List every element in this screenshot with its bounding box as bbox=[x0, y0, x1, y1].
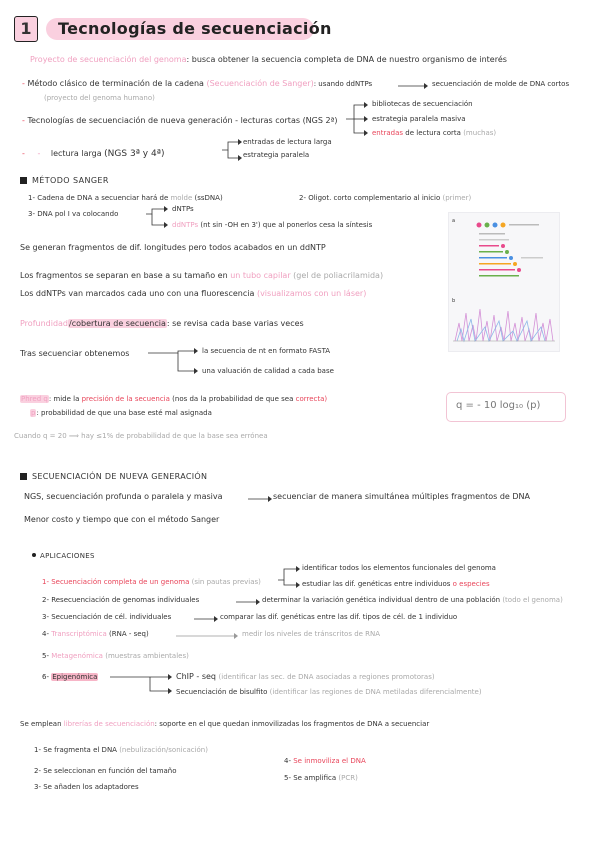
sanger-line-fragments: Se generan fragmentos de dif. longitudes pero todos acabados en un ddNTP bbox=[20, 243, 326, 252]
method-1: - Método clásico de terminación de la cadena (Secuenciación de Sanger): usando ddNTPs bbox=[22, 79, 373, 88]
method-2-out-3: entradas de lectura corta (muchas) bbox=[372, 129, 497, 137]
intro-term: Proyecto de secuenciación del genoma bbox=[30, 55, 187, 64]
bullet-square-icon bbox=[20, 177, 27, 184]
sanger-line-separation: Los fragmentos se separan en base a su tamaño en un tubo capilar (gel de poliacrilamida) bbox=[20, 271, 384, 280]
method-2: - Tecnologías de secuenciación de nueva generación - lecturas cortas (NGS 2ª) bbox=[22, 116, 338, 125]
app-5: 5- Metagenómica (muestras ambientales) bbox=[42, 652, 189, 660]
method-2-name: Tecnologías de secuenciación de nueva generación bbox=[27, 116, 233, 125]
sanger-result-2: una valuación de calidad a cada base bbox=[202, 367, 334, 375]
arrow-icon bbox=[248, 495, 272, 503]
libraries-line: Se emplean librerías de secuenciación: soporte en el que quedan inmovilizadas los fragmentos de DNA a secuenciar bbox=[20, 720, 430, 728]
sanger-item-3: 3- DNA pol I va colocando bbox=[28, 210, 119, 218]
app-6: 6- Epigenómica bbox=[42, 673, 98, 681]
app-6-out-2: Secuenciación de bisulfito (identificar las regiones de DNA metiladas diferencialmente) bbox=[176, 688, 482, 696]
phred-p: p: probabilidad de que una base esté mal asignada bbox=[31, 409, 212, 417]
step-1: 1- Se fragmenta el DNA (nebulización/sonicación) bbox=[34, 746, 208, 754]
branch-arrow-icon bbox=[346, 102, 368, 136]
app-1-out-1: identificar todos los elementos funcionales del genoma bbox=[302, 564, 496, 572]
arrow-icon bbox=[398, 82, 428, 90]
page-title: Tecnologías de secuenciación bbox=[58, 19, 332, 38]
arrow-icon bbox=[194, 615, 218, 623]
app-3: 3- Secuenciación de cél. individuales bbox=[42, 613, 172, 621]
method-1-note: (proyecto del genoma humano) bbox=[44, 94, 155, 102]
app-1-out-2: estudiar las dif. genéticas entre individuos o especies bbox=[302, 580, 490, 588]
ngs-header: SECUENCIACIÓN DE NUEVA GENERACIÓN bbox=[20, 473, 207, 481]
branch-arrow-icon bbox=[146, 206, 168, 228]
sanger-result-1: la secuencia de nt en formato FASTA bbox=[202, 347, 331, 355]
method-1-output: secuenciación de molde de DNA cortos bbox=[432, 80, 570, 88]
app-4: 4- Transcriptómica (RNA - seq) bbox=[42, 630, 149, 638]
sanger-figure bbox=[448, 212, 560, 352]
sanger-dntps: dNTPs bbox=[172, 205, 194, 213]
step-5: 5- Se amplifica (PCR) bbox=[284, 774, 358, 782]
figure-label-a: a bbox=[452, 218, 456, 224]
app-3-out: comparar las dif. genéticas entre las dif. tipos de cél. de 1 individuo bbox=[220, 613, 458, 621]
app-2-out: determinar la variación genética individual dentro de una población (todo el genoma) bbox=[262, 596, 563, 604]
section-number: 1 bbox=[20, 19, 32, 38]
step-4: 4- Se inmoviliza el DNA bbox=[284, 757, 366, 765]
sanger-ddntps: ddNTPs (nt sin -OH en 3') que al ponerlos cesa la síntesis bbox=[172, 221, 373, 229]
app-4-out: medir los niveles de tránscritos de RNA bbox=[242, 630, 381, 638]
step-3: 3- Se añaden los adaptadores bbox=[34, 783, 139, 791]
app-6-out-1: ChIP - seq (identificar las sec. de DNA asociadas a regiones promotoras) bbox=[176, 672, 435, 681]
method-1-alias: (Secuenciación de Sanger) bbox=[206, 79, 314, 88]
app-2: 2- Resecuenciación de genomas individuales bbox=[42, 596, 200, 604]
arrow-icon bbox=[176, 632, 238, 640]
sanger-item-1: 1- Cadena de DNA a secuenciar hará de molde (ssDNA) bbox=[28, 194, 223, 202]
phred-example: Cuando q = 20 ⟹ hay ≤1% de probabilidad de que la base sea errónea bbox=[14, 432, 268, 440]
sanger-depth: Profundidad/cobertura de secuencia: se revisa cada base varias veces bbox=[20, 319, 304, 328]
phred-formula: q = - 10 log₁₀ (p) bbox=[456, 400, 541, 411]
branch-arrow-icon bbox=[110, 672, 172, 694]
arrow-icon bbox=[236, 598, 260, 606]
figure-label-b: b bbox=[452, 298, 456, 304]
method-2-out-2: estrategia paralela masiva bbox=[372, 115, 466, 123]
phred-line: Phred q: mide la precisión de la secuencia (nos da la probabilidad de que sea correcta) bbox=[21, 395, 328, 403]
bullet-dot-icon bbox=[32, 553, 36, 557]
sanger-line-fluorescence: Los ddNTPs van marcados cada uno con una fluorescencia (visualizamos con un láser) bbox=[20, 289, 367, 298]
sanger-item-2: 2- Oligot. corto complementario al inicio (primer) bbox=[299, 194, 472, 202]
method-3-out-2: estrategia paralela bbox=[243, 151, 310, 159]
sanger-result: Tras secuenciar obtenemos bbox=[20, 349, 130, 358]
sanger-header: MÉTODO SANGER bbox=[20, 177, 109, 185]
bullet-square-icon bbox=[20, 473, 27, 480]
ngs-line-2: Menor costo y tiempo que con el método Sanger bbox=[24, 515, 220, 524]
method-1-name: Método clásico de terminación de la cadena bbox=[27, 79, 204, 88]
app-1: 1- Secuenciación completa de un genoma (sin pautas previas) bbox=[42, 578, 261, 586]
step-2: 2- Se seleccionan en función del tamaño bbox=[34, 767, 177, 775]
ngs-line-1-out: secuenciar de manera simultánea múltiples fragmentos de DNA bbox=[273, 492, 530, 501]
method-2-out-1: bibliotecas de secuenciación bbox=[372, 100, 473, 108]
chromatogram-figure-icon bbox=[449, 213, 559, 351]
apps-header: APLICACIONES bbox=[32, 553, 95, 560]
ngs-line-1: NGS, secuenciación profunda o paralela y masiva bbox=[24, 492, 223, 501]
method-3-out-1: entradas de lectura larga bbox=[243, 138, 332, 146]
branch-arrow-icon bbox=[148, 347, 198, 375]
method-3: - - lectura larga (NGS 3ª y 4ª) bbox=[22, 149, 165, 159]
intro-line bbox=[30, 56, 507, 64]
section-number-box bbox=[14, 16, 38, 42]
branch-arrow-icon bbox=[278, 566, 300, 588]
intro-text: : busca obtener la secuencia completa de DNA de nuestro organismo de interés bbox=[186, 55, 507, 64]
branch-arrow-icon bbox=[222, 139, 242, 161]
